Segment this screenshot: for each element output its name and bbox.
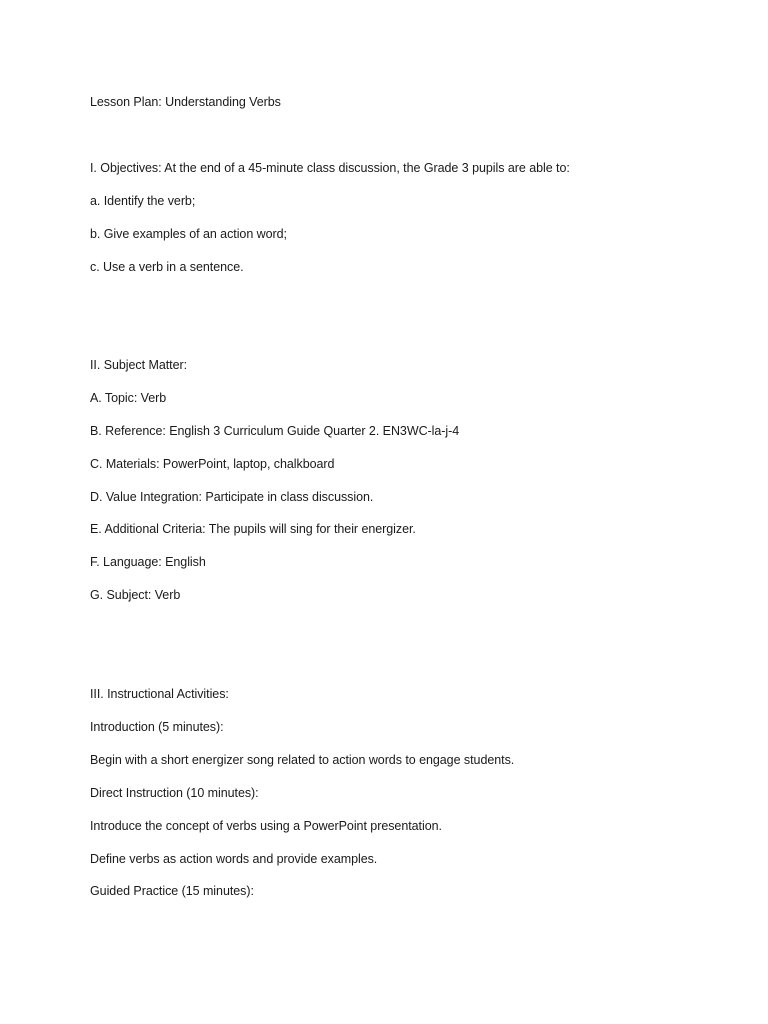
objective-item: b. Give examples of an action word; bbox=[90, 227, 287, 241]
activity-item: Introduce the concept of verbs using a PowerPoint presentation. bbox=[90, 819, 442, 833]
activity-item: Direct Instruction (10 minutes): bbox=[90, 786, 259, 800]
subject-matter-item: A. Topic: Verb bbox=[90, 391, 167, 405]
instructional-activities-heading: III. Instructional Activities: bbox=[90, 687, 229, 701]
subject-matter-item: C. Materials: PowerPoint, laptop, chalkboard bbox=[90, 457, 335, 471]
activity-item: Define verbs as action words and provide examples. bbox=[90, 852, 378, 866]
objective-item: a. Identify the verb; bbox=[90, 194, 196, 208]
activity-item: Begin with a short energizer song related to action words to engage students. bbox=[90, 753, 515, 767]
subject-matter-item: F. Language: English bbox=[90, 555, 206, 569]
subject-matter-item: B. Reference: English 3 Curriculum Guide Quarter 2. EN3WC-la-j-4 bbox=[90, 424, 460, 438]
activity-item: Guided Practice (15 minutes): bbox=[90, 884, 254, 898]
objective-item: c. Use a verb in a sentence. bbox=[90, 260, 244, 274]
activity-item: Introduction (5 minutes): bbox=[90, 720, 224, 734]
objectives-heading: I. Objectives: At the end of a 45-minute class discussion, the Grade 3 pupils are able to: bbox=[90, 161, 570, 175]
subject-matter-item: D. Value Integration: Participate in class discussion. bbox=[90, 490, 374, 504]
subject-matter-item: G. Subject: Verb bbox=[90, 588, 181, 602]
document-title: Lesson Plan: Understanding Verbs bbox=[90, 95, 281, 109]
subject-matter-item: E. Additional Criteria: The pupils will sing for their energizer. bbox=[90, 522, 416, 536]
subject-matter-heading: II. Subject Matter: bbox=[90, 358, 188, 372]
